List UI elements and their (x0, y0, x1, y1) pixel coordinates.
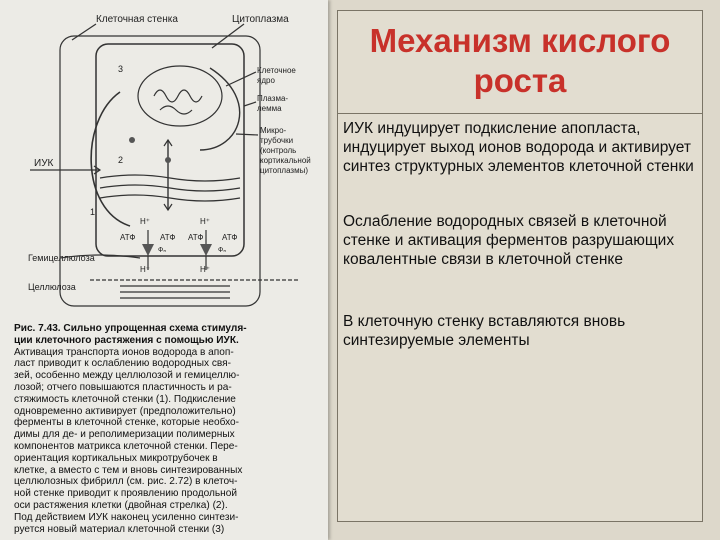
atf-label-1: АТФ (120, 233, 136, 242)
chromatin (154, 90, 202, 102)
number-1-label: 1 (90, 207, 96, 217)
caption-line-15: ной стенке приводит к проявлению продольной (14, 488, 237, 500)
vesicle-2 (129, 137, 135, 143)
microtubule-1 (100, 175, 240, 181)
paragraph-2: Ослабление водородных связей в клеточной стенке и активация ферментов разрушающих ковалентные связи в клеточной стенке (343, 213, 675, 269)
atf-label-4: АТФ (222, 233, 238, 242)
plasmalemma-label-2: лемма (257, 104, 282, 113)
caption-line-14: целлюлозных фибрилл (см. рис. 2.72) в клеточ- (14, 476, 238, 488)
paragraph-1: ИУК индуцирует подкисление апопласта, индуцирует выход ионов водорода и активирует синтез структурных элементов клеточной стенки (343, 120, 694, 176)
proton-pump-2 (200, 244, 212, 256)
cytoplasm-label: Цитоплазма (232, 14, 289, 25)
atf-label-3: АТФ (188, 233, 204, 242)
caption-line-4: ласт приводит к ослаблению водородных свя- (14, 358, 231, 370)
microtubules-label-3: (контроль (260, 146, 297, 155)
title-box (337, 10, 703, 114)
chromatin-2 (160, 106, 192, 114)
cytoplasm-outline (96, 44, 244, 256)
proton-pump-1 (142, 244, 154, 256)
plasmalemma-label-1: Плазма- (257, 94, 289, 103)
microtubules-label-4: кортикальной (260, 156, 311, 165)
synthesis-arrow-curve (200, 68, 240, 150)
nucleus-label-2: ядро (257, 76, 275, 85)
slide-title-line-2: роста (473, 62, 567, 99)
caption-line-5: зей, особенно между целлюлозой и гемицеллю- (14, 370, 240, 382)
nucleus-label-1: Клеточное (257, 66, 296, 75)
microtubule-3 (100, 195, 240, 201)
paragraph-3: В клеточную стенку вставляются вновь синтезируемые элементы (343, 313, 626, 350)
cell-wall-outline (60, 36, 260, 306)
h-plus-label-1: H⁺ (140, 217, 150, 226)
cell-diagram (0, 0, 328, 322)
hemicellulose-label: Гемицеллюлоза (28, 253, 95, 263)
h-plus-label-4: H⁺ (200, 265, 210, 274)
microtubules-leader (236, 134, 258, 135)
vesicle-1 (165, 157, 171, 163)
caption-line-11: компонентов матрикса клеточной стенки. Пере- (14, 440, 238, 452)
caption-line-9: ферменты в клеточной стенке, которые необхо- (14, 417, 239, 429)
h-plus-label-2: H⁺ (200, 217, 210, 226)
transport-arrow-curve (91, 92, 130, 226)
microtubules-label-5: цитоплазмы) (260, 166, 309, 175)
caption-line-18: руется новый материал клеточной стенки (3) (14, 523, 225, 535)
atf-label-2: АТФ (160, 233, 176, 242)
content-box (337, 114, 703, 522)
figure-panel (0, 0, 328, 540)
caption-line-1: Рис. 7.43. Сильно упрощенная схема стимуля- (14, 323, 247, 334)
number-2-label: 2 (118, 155, 124, 165)
microtubules-label-2: трубочки (260, 136, 294, 145)
caption-line-2: ции клеточного растяжения с помощью ИУК. (14, 334, 239, 346)
microtubules-label-1: Микро- (260, 126, 287, 135)
cellulose-label: Целлюлоза (28, 282, 76, 292)
caption-line-13: клетке, а вместо с тем и вновь синтезированных (14, 464, 243, 476)
caption-line-8: одновременно активирует (предположительно) (14, 405, 236, 417)
plasmalemma-leader (244, 102, 256, 106)
cell-wall-label: Клеточная стенка (96, 14, 178, 25)
h-plus-label-3: H⁺ (140, 265, 150, 274)
caption-line-17: Под действием ИУК наконец усиленно синтези- (14, 511, 239, 523)
number-3-label: 3 (118, 64, 124, 74)
microtubule-2 (100, 185, 240, 191)
slide-title-line-1: Механизм кислого (369, 22, 671, 59)
nucleus-leader (226, 72, 256, 86)
caption-line-16: оси растяжения клетки (двойная стрелка) (2). (14, 499, 228, 511)
figure-caption (14, 323, 322, 535)
fn-label-2: Фₙ (218, 247, 227, 254)
caption-line-6: лозой; отчего повышаются пластичность и ра- (14, 381, 232, 393)
nucleus (138, 66, 222, 126)
cell-wall-leader (72, 24, 96, 40)
iuk-label: ИУК (34, 158, 54, 169)
caption-line-3: Активация транспорта ионов водорода в апоп- (14, 346, 234, 358)
caption-line-7: стяжимость клеточной стенки (1). Подкисление (14, 393, 236, 405)
caption-line-12: ориентация кортикальных микротрубочек в (14, 452, 218, 464)
fn-label-1: Фₙ (158, 247, 167, 254)
caption-line-10: димы для де- и реполимеризации полимерных (14, 429, 235, 441)
